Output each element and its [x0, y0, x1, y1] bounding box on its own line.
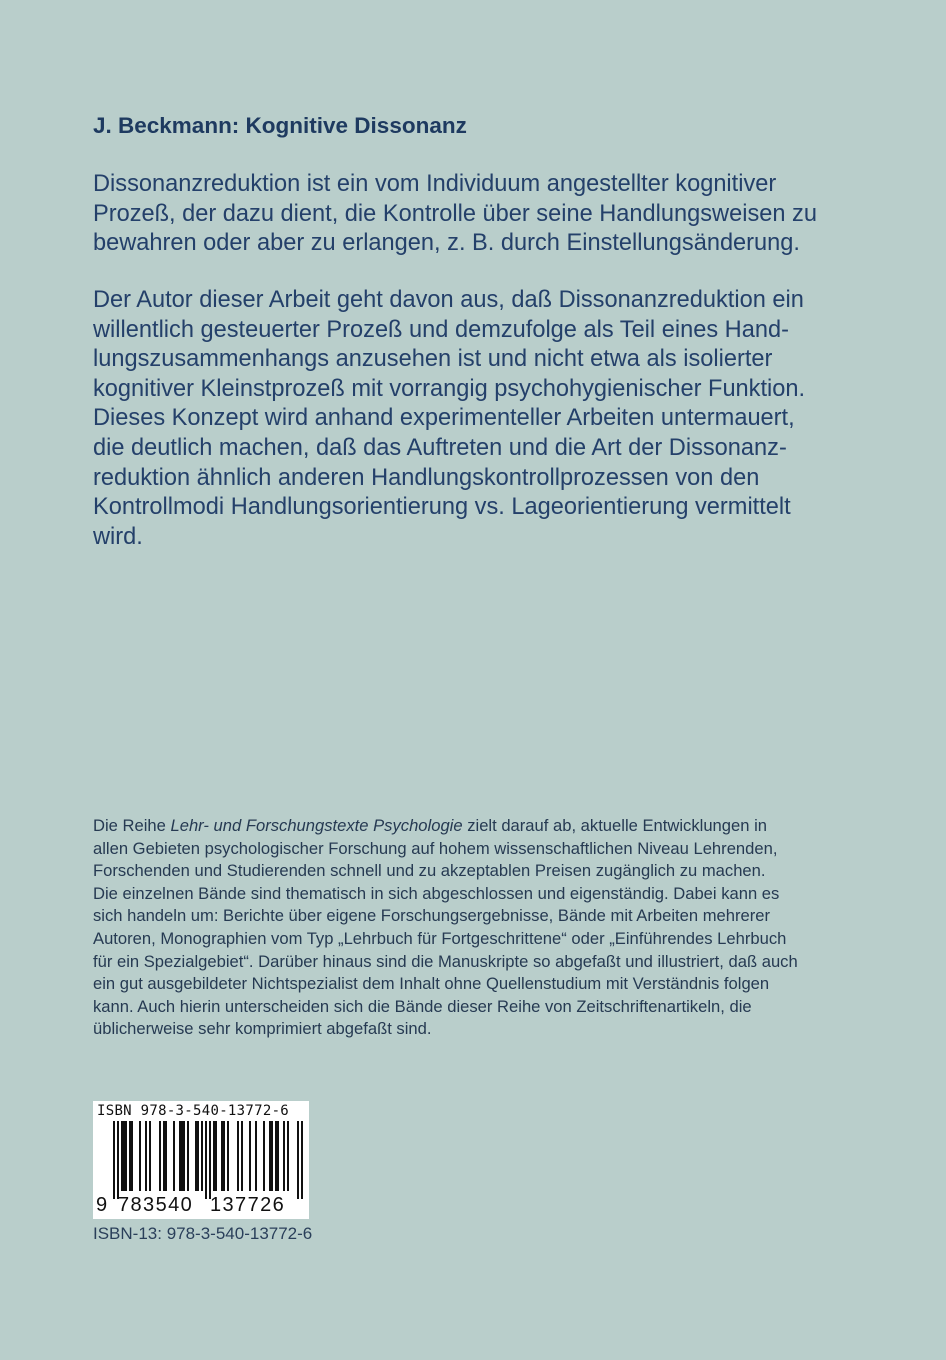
barcode-bar [165, 1121, 167, 1191]
barcode-bar [181, 1121, 183, 1191]
isbn-13: ISBN-13: 978-3-540-13772-6 [93, 1224, 313, 1243]
barcode-bar [249, 1121, 251, 1191]
barcode-bar [275, 1121, 277, 1191]
barcode-bar [221, 1121, 223, 1191]
blurb-paragraph-2 [93, 286, 853, 552]
series-line: Die einzelnen Bände sind thematisch in sich abgeschlossen und eigenständig. Dabei kann es [93, 883, 780, 903]
blurb-line: lungszusammenhangs anzusehen ist und nicht etwa als isolierter [93, 346, 773, 373]
barcode-bar [183, 1121, 185, 1191]
barcode-bar [237, 1121, 239, 1191]
barcode-bar [283, 1121, 285, 1191]
series-line: allen Gebieten psychologischer Forschung auf hohem wissenschaftlichen Niveau Lehrenden, [93, 838, 778, 858]
barcode-bar [263, 1121, 265, 1191]
barcode-bar [287, 1121, 289, 1191]
barcode-right-digits: 137726 [210, 1194, 286, 1216]
barcode-bar [241, 1121, 243, 1191]
series-line: kann. Auch hierin unterscheiden sich die Bände dieser Reihe von Zeitschriftenartikeln, die [93, 996, 752, 1016]
barcode-bar [129, 1121, 131, 1191]
barcode-bar [195, 1121, 197, 1191]
blurb-line: kognitiver Kleinstprozeß mit vorrangig psychohygienischer Funktion. [93, 375, 806, 402]
book-title: J. Beckmann: Kognitive Dissonanz [93, 113, 467, 138]
barcode [93, 1101, 309, 1219]
barcode-bar [163, 1121, 165, 1191]
blurb-line: Dieses Konzept wird anhand experimenteller Arbeiten untermauert, [93, 405, 795, 432]
barcode-bar [187, 1121, 189, 1191]
blurb-line: die deutlich machen, daß das Auftreten und die Art der Dissonanz- [93, 434, 787, 461]
barcode-bar [205, 1121, 207, 1199]
barcode-bar [209, 1121, 211, 1199]
barcode-bar [131, 1121, 133, 1191]
barcode-bar [277, 1121, 279, 1191]
series-line: üblicherweise sehr komprimiert abgefaßt sind. [93, 1019, 432, 1039]
series-prefix: Die Reihe [93, 816, 171, 835]
barcode-bar [227, 1121, 229, 1191]
blurb-line: Der Autor dieser Arbeit geht davon aus, daß Dissonanzreduktion ein [93, 287, 804, 313]
barcode-bar [125, 1121, 127, 1191]
barcode-bar [269, 1121, 271, 1191]
barcode-bar [121, 1121, 123, 1191]
barcode-bar [139, 1121, 141, 1191]
series-line: ein gut ausgebildeter Nichtspezialist dem Inhalt ohne Quellenstudium mit Verständnis folgen [93, 974, 770, 994]
blurb-line: reduktion ähnlich anderen Handlungskontrollprozessen von den [93, 464, 760, 491]
series-suffix: zielt darauf ab, aktuelle Entwicklungen in [462, 816, 767, 835]
barcode-bar [301, 1121, 303, 1199]
barcode-bar [215, 1121, 217, 1191]
barcode-bar [113, 1121, 115, 1199]
series-line: Autoren, Monographien vom Typ „Lehrbuch für Fortgeschrittene“ oder „Einführendes Lehrbuch [93, 928, 787, 948]
blurb-line: Prozeß, der dazu dient, die Kontrolle über seine Handlungsweisen zu [93, 200, 817, 227]
barcode-bar [297, 1121, 299, 1199]
blurb-paragraph-1 [93, 170, 853, 259]
barcode-bar [123, 1121, 125, 1191]
barcode-bar [223, 1121, 225, 1191]
barcode-bar [255, 1121, 257, 1191]
barcode-bar [213, 1121, 215, 1191]
barcode-isbn-label: ISBN 978-3-540-13772-6 [97, 1103, 290, 1119]
blurb-line: Dissonanzreduktion ist ein vom Individuum angestellter kognitiver [93, 171, 777, 197]
blurb-line: wird. [93, 523, 143, 550]
series-line: sich handeln um: Berichte über eigene Forschungsergebnisse, Bände mit Arbeiten mehrerer [93, 906, 771, 926]
blurb-line: bewahren oder aber zu erlangen, z. B. durch Einstellungsänderung. [93, 230, 800, 257]
series-name: Lehr- und Forschungstexte Psychologie [170, 816, 463, 835]
barcode-bar [173, 1121, 175, 1191]
barcode-bar [149, 1121, 151, 1191]
blurb-line: willentlich gesteuerter Prozeß und demzufolge als Teil eines Hand- [93, 316, 789, 343]
series-line [93, 815, 853, 838]
barcode-bar [159, 1121, 161, 1191]
barcode-bar [117, 1121, 119, 1199]
blurb-line: Kontrollmodi Handlungsorientierung vs. Lageorientierung vermittelt [93, 494, 791, 521]
barcode-bar [197, 1121, 199, 1191]
series-description [93, 815, 853, 1041]
barcode-bar [201, 1121, 203, 1191]
barcode-bar [179, 1121, 181, 1191]
series-line: Forschenden und Studierenden schnell und zu akzeptablen Preisen zugänglich zu machen. [93, 861, 766, 881]
barcode-bar [271, 1121, 273, 1191]
barcode-left-digits: 783540 [118, 1194, 194, 1216]
barcode-lead-digit: 9 [96, 1194, 108, 1216]
barcode-bar [145, 1121, 147, 1191]
series-line: für ein Spezialgebiet“. Darüber hinaus sind die Manuskripte so abgefaßt und illustriert, daß auch [93, 951, 798, 971]
